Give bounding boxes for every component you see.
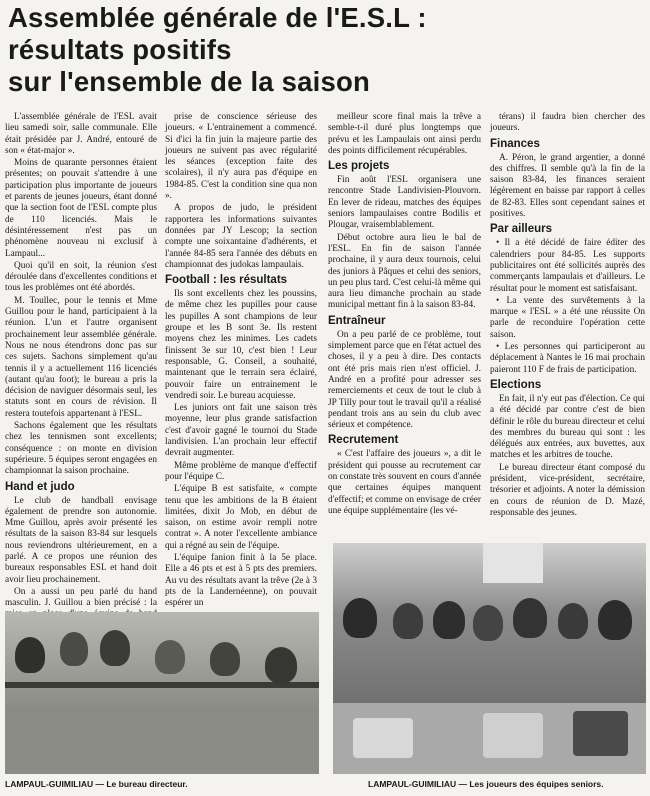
paragraph: Fin août l'ESL organisera une rencontre Stade Landivisien-Plouvorn. En lever de rideau, matches des équipes seniors lampaulaises contre Bodilis et Plougar, vraisemblablement. bbox=[328, 175, 481, 231]
headline-line-2: résultats positifs bbox=[8, 34, 232, 65]
subheading-finances: Finances bbox=[490, 137, 540, 150]
paragraph: Le club de handball envisage également de prendre son autonomie. Mme Guillou, après avoir présenté les résultats de la saison 83-84 sur lesquels nous reviendrons ultérieurement, en a parlé. A ce propos une réunion des bureaux responsables ESL et hand doit avoir lieu prochainement. bbox=[5, 495, 157, 585]
caption-photo-2: LAMPAUL-GUIMILIAU — Les joueurs des équipes seniors. bbox=[368, 779, 604, 789]
bullet-item: • Il a été décidé de faire éditer des calendriers pour 84-85. Les supports publicitaires ont été sollicités auprès des commerçants lampaulais et d'ailleurs. Le résultat pour le moment est satisfaisant. bbox=[490, 238, 645, 294]
paragraph: prise de conscience sérieuse des joueurs. « L'entrainement a commencé. Si d'ici la fin juin la majeure partie des joueurs ne suivent pas avec régularité les séances (exception faite des scolaires), il n'y aura pas d'équipe en 1984-85. C'est la condition sine qua non ». bbox=[165, 112, 317, 202]
paragraph: Début octobre aura lieu le bal de l'ESL. En fin de saison l'année prochaine, il y aura deux tournois, celui des juniors à Pâques et celui des seniors, un peu plus tard. C'est celui-là même qui aura lieu dimanche prochain au stade municipal mettant fin à la saison 83-84. bbox=[328, 232, 481, 311]
paragraph: Même problème de manque d'effectif pour l'équipe C. bbox=[165, 460, 317, 482]
paragraph: L'équipe fanion finit à la 5e place. Elle a 46 pts et est à 5 pts des premiers. Au vu des résultats avant la trêve (2e à 3 pts de la Landernéenne), on pouvait espérer un bbox=[165, 552, 317, 609]
paragraph: térans) il faudra bien chercher des joueurs. bbox=[490, 112, 645, 134]
photo-joueurs-seniors bbox=[333, 543, 646, 774]
article-column-4 bbox=[490, 112, 645, 542]
paragraph: M. Toullec, pour le tennis et Mme Guillou pour le hand, participaient à la réunion. L'un et l'autre organisent prochainement leur assemblée générale. Nous ne nous étendrons donc pas sur ces sujets. Sachons simplement qu'au tennis il y a actuellement 116 licenciés (autant qu'au foot); le bureau a pris la décision de naviguer désormais seul, les statuts sont en cours de révision. Il restera toutefois appartenant à l'ESL. bbox=[5, 295, 157, 419]
article-column-2 bbox=[165, 112, 317, 608]
subheading-elections: Elections bbox=[490, 378, 542, 391]
photo-bureau-directeur bbox=[5, 612, 319, 774]
subheading-recrutement: Recrutement bbox=[328, 434, 399, 447]
paragraph: On a aussi un peu parlé du hand masculin. J. Guillou a bien précisé : la bbox=[5, 586, 157, 609]
article-column-1 bbox=[5, 112, 157, 608]
headline-line-3: sur l'ensemble de la saison bbox=[8, 66, 370, 97]
paragraph: Moins de quarante personnes étaient présentes; on pouvait s'attendre à une participation plus importante de joueurs et parents de jeunes joueurs, étant donné que la section foot de l'ESL compte plus de 110 licenciés. Mais le désintéressement n'est pas un phénomène nouveau ni exclusif à Lampaul... bbox=[5, 158, 157, 259]
paragraph: « C'est l'affaire des joueurs », a dit le président qui pousse au recrutement car on constate très souvent en cours d'année que certaines équipes manquent d'effectif; et comme on envisage de créer une équipe supplémentaire (les vé- bbox=[328, 449, 481, 516]
paragraph: Quoi qu'il en soit, la réunion s'est déroulée dans d'excellentes conditions et tous les problèmes ont été abordés. bbox=[5, 260, 157, 294]
paragraph: Le bureau directeur étant composé du président, vice-président, secrétaire, trésorier et adjoints. A noter la démission en cours de réunion de D. Mazé, responsable des jeunes. bbox=[490, 462, 645, 518]
paragraph: On a peu parlé de ce problème, tout simplement parce que en l'état actuel des choses, il y a peu à dire. Des contacts ont été pris mais rien n'est officiel. J. André en a profité pour adresser ses remerciements et ceux de tout le club à JP Tilly pour tout le travail qu'il a réalisé pendant trois ans au sein du club avec sérieux et compétence. bbox=[328, 329, 481, 431]
subheading-entraineur: Entraîneur bbox=[328, 314, 386, 327]
bullet-item: • Les personnes qui participeront au déplacement à Nantes le 16 mai prochain paieront 110 F de frais de participation. bbox=[490, 342, 645, 375]
headline bbox=[8, 2, 648, 98]
subheading-projets: Les projets bbox=[328, 160, 390, 173]
subheading-par-ailleurs: Par ailleurs bbox=[490, 223, 553, 236]
paragraph: En fait, il n'y eut pas d'élection. Ce qui a été décidé par contre c'est de bien définir le rôle du bureau directeur et celui des membres du bureau qui sont : les délégués aux entrées, aux buvettes, aux matches et les arbitres de touche. bbox=[490, 393, 645, 461]
paragraph: L'équipe B est satisfaite, « compte tenu que les ambitions de la B étaient limitées, dixit Jo Mob, en début de saison, on estime avoir rempli notre contrat ». A noter l'excellente ambiance qui a régné au sein de l'équipe. bbox=[165, 484, 317, 551]
paragraph: meilleur score final mais la trêve a semble-t-il duré plus longtemps que prévu et les Lampaulais ont ainsi perdu des points difficilement récupérables. bbox=[328, 112, 481, 156]
subheading-hand-judo: Hand et judo bbox=[5, 480, 75, 493]
paragraph: Les juniors ont fait une saison très moyenne, leur plus grande satisfaction c'est d'avoir gagné le tournoi du Stade landivisien. L'an prochain leur effectif devrait augmenter. bbox=[165, 403, 317, 459]
article-column-3 bbox=[328, 112, 481, 538]
paragraph: Sachons également que les résultats chez les tennismen sont excellents; conséquence : on monte en division supérieure. 5 équipes seront engagées en championnat la saison prochaine. bbox=[5, 421, 157, 477]
paragraph: L'assemblée générale de l'ESL avait lieu samedi soir, salle communale. Elle était présidée par J. André, entouré de son « état-major ». bbox=[5, 112, 157, 156]
paragraph: A propos de judo, le président rapportera les informations suivantes données par JY Lescop; la section compte une soixantaine d'adhérents, et l'année 84-85 sera l'année des débuts en championnat des judokas lampaulais. bbox=[165, 203, 317, 270]
paragraph: Ils sont excellents chez les poussins, de même chez les pupilles pour cause les pupilles A sont champions de leur groupe et les B sont 3e. Ils restent moyens chez les minimes. Les cadets finissent 3e sur 10, c'est bien ! Leur responsable, G. Conseil, a souhaité, maintenant que le terrain sera éclairé, pouvoir faire un entrainement le vendredi soir. Le bureau acquiesse. bbox=[165, 289, 317, 401]
subheading-football: Football : les résultats bbox=[165, 274, 288, 287]
headline-line-1: Assemblée générale de l'E.S.L : bbox=[8, 2, 427, 33]
caption-photo-1: LAMPAUL-GUIMILIAU — Le bureau directeur. bbox=[5, 779, 188, 789]
paragraph: A. Péron, le grand argentier, a donné des chiffres. Il semble qu'à la fin de la saison 83-84, les finances seraient légèrement en baisse par rapport à celles de 82-83. Elles sont cependant saines et positives. bbox=[490, 152, 645, 220]
bullet-item: • La vente des survêtements à la marque « l'ESL » a été une réussite On parle de reconduire l'opération cette saison. bbox=[490, 295, 645, 340]
